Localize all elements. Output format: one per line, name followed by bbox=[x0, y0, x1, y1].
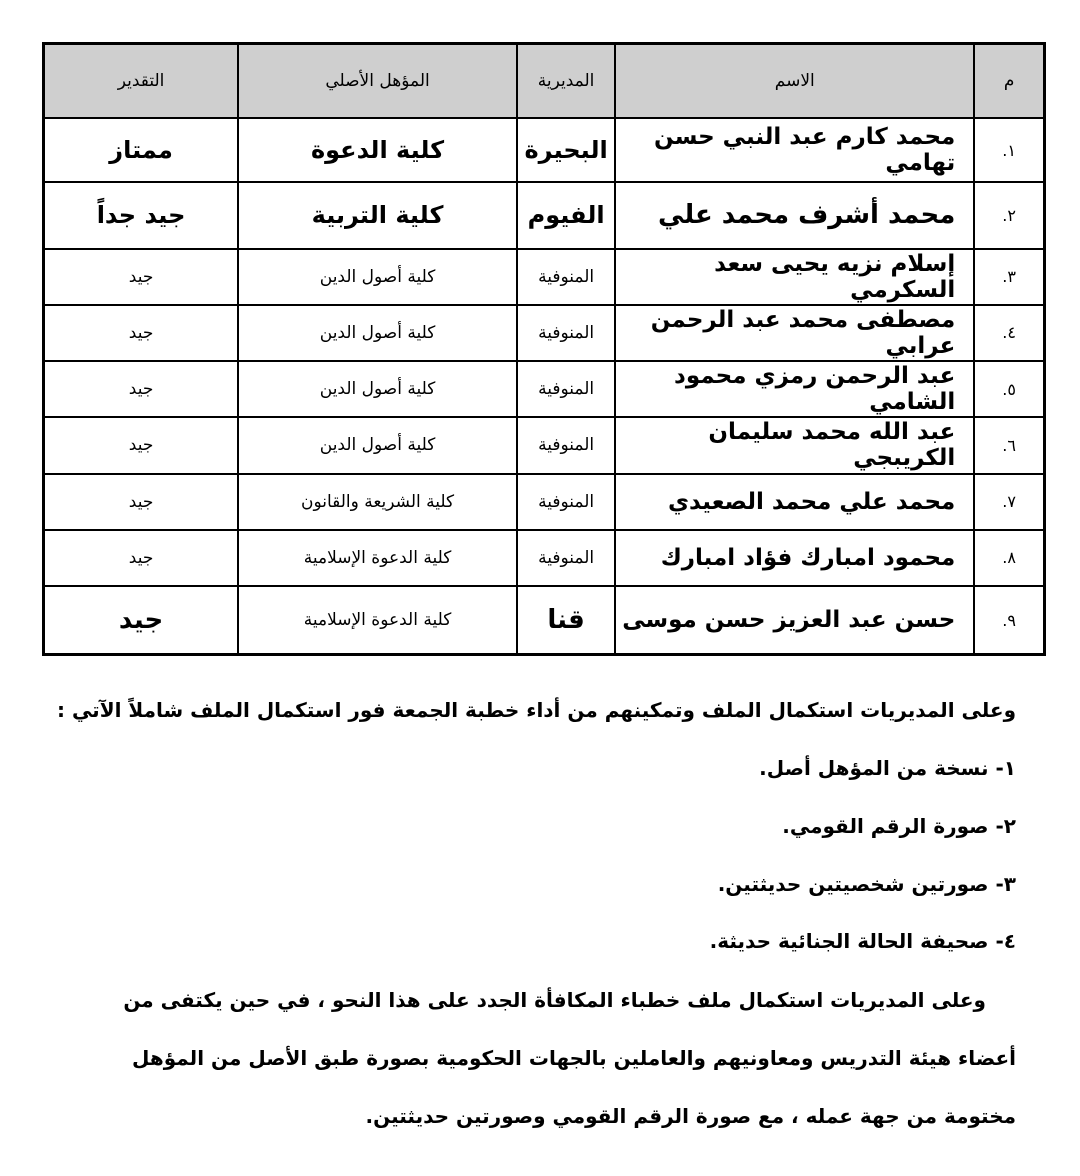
row-name: محمد أشرف محمد علي bbox=[615, 182, 974, 248]
row-grade: جيد bbox=[44, 586, 239, 654]
table-row bbox=[44, 118, 1045, 182]
closing-line: وعلى المديريات استكمال ملف خطباء المكافأة الجدد على هذا النحو ، في حين يكتفى من bbox=[123, 988, 986, 1012]
intro-paragraph: وعلى المديريات استكمال الملف وتمكينهم من أداء خطبة الجمعة فور استكمال الملف شاملاً الآتي : bbox=[56, 698, 1016, 722]
list-item: ٢- صورة الرقم القومي. bbox=[782, 814, 1016, 838]
row-number: ٥. bbox=[974, 361, 1044, 417]
row-grade: جيد bbox=[44, 249, 239, 305]
table-row bbox=[44, 249, 1045, 305]
row-grade: جيد جداً bbox=[44, 182, 239, 248]
closing-line: أعضاء هيئة التدريس ومعاونيهم والعاملين بالجهات الحكومية بصورة طبق الأصل من المؤهل bbox=[132, 1046, 1016, 1070]
row-qualification: كلية الشريعة والقانون bbox=[238, 474, 517, 530]
list-item: ٣- صورتين شخصيتين حديثتين. bbox=[717, 872, 1016, 896]
row-directorate: المنوفية bbox=[517, 530, 615, 586]
row-directorate: البحيرة bbox=[517, 118, 615, 182]
row-number: ٩. bbox=[974, 586, 1044, 654]
row-qualification: كلية الدعوة الإسلامية bbox=[238, 586, 517, 654]
table-row bbox=[44, 361, 1045, 417]
header-qualification: المؤهل الأصلي bbox=[238, 44, 517, 119]
row-qualification: كلية التربية bbox=[238, 182, 517, 248]
header-number: م bbox=[974, 44, 1044, 119]
table-row bbox=[44, 182, 1045, 248]
candidates-table bbox=[42, 42, 1046, 656]
row-name: عبد الله محمد سليمان الكريبجي bbox=[615, 417, 974, 473]
header-grade: التقدير bbox=[44, 44, 239, 119]
row-number: ٦. bbox=[974, 417, 1044, 473]
row-qualification: كلية الدعوة الإسلامية bbox=[238, 530, 517, 586]
row-directorate: المنوفية bbox=[517, 305, 615, 361]
row-directorate: الفيوم bbox=[517, 182, 615, 248]
row-name: إسلام نزيه يحيى سعد السكرمي bbox=[615, 249, 974, 305]
row-number: ١. bbox=[974, 118, 1044, 182]
row-directorate: قنا bbox=[517, 586, 615, 654]
row-directorate: المنوفية bbox=[517, 249, 615, 305]
row-qualification: كلية أصول الدين bbox=[238, 305, 517, 361]
row-grade: ممتاز bbox=[44, 118, 239, 182]
row-grade: جيد bbox=[44, 417, 239, 473]
table-header-row bbox=[44, 44, 1045, 119]
table-row bbox=[44, 305, 1045, 361]
row-name: عبد الرحمن رمزي محمود الشامي bbox=[615, 361, 974, 417]
row-qualification: كلية أصول الدين bbox=[238, 249, 517, 305]
row-qualification: كلية أصول الدين bbox=[238, 417, 517, 473]
table-row bbox=[44, 474, 1045, 530]
table-row bbox=[44, 586, 1045, 654]
row-grade: جيد bbox=[44, 361, 239, 417]
row-number: ٣. bbox=[974, 249, 1044, 305]
row-grade: جيد bbox=[44, 530, 239, 586]
row-directorate: المنوفية bbox=[517, 361, 615, 417]
row-directorate: المنوفية bbox=[517, 417, 615, 473]
header-name: الاسم bbox=[615, 44, 974, 119]
row-name: مصطفى محمد عبد الرحمن عرابي bbox=[615, 305, 974, 361]
row-number: ٧. bbox=[974, 474, 1044, 530]
row-qualification: كلية الدعوة bbox=[238, 118, 517, 182]
row-grade: جيد bbox=[44, 305, 239, 361]
row-name: محمد علي محمد الصعيدي bbox=[615, 474, 974, 530]
row-number: ٢. bbox=[974, 182, 1044, 248]
table-row bbox=[44, 417, 1045, 473]
row-number: ٤. bbox=[974, 305, 1044, 361]
row-name: محمد كارم عبد النبي حسن تهامي bbox=[615, 118, 974, 182]
row-directorate: المنوفية bbox=[517, 474, 615, 530]
row-grade: جيد bbox=[44, 474, 239, 530]
row-number: ٨. bbox=[974, 530, 1044, 586]
row-name: حسن عبد العزيز حسن موسى bbox=[615, 586, 974, 654]
table-row bbox=[44, 530, 1045, 586]
list-item: ٤- صحيفة الحالة الجنائية حديثة. bbox=[709, 929, 1016, 953]
header-directorate: المديرية bbox=[517, 44, 615, 119]
closing-line: مختومة من جهة عمله ، مع صورة الرقم القومي وصورتين حديثتين. bbox=[365, 1104, 1016, 1128]
row-name: محمود امبارك فؤاد امبارك bbox=[615, 530, 974, 586]
list-item: ١- نسخة من المؤهل أصل. bbox=[759, 756, 1016, 780]
row-qualification: كلية أصول الدين bbox=[238, 361, 517, 417]
